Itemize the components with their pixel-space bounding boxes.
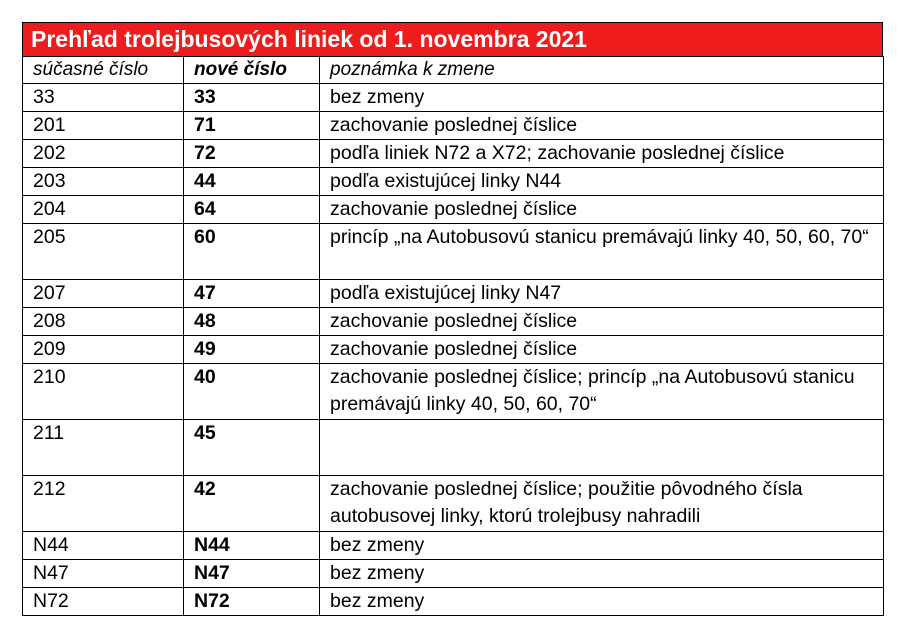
table-row (23, 140, 884, 168)
current-number-cell: 33 (23, 84, 184, 112)
new-number-cell: 71 (184, 112, 320, 140)
table-row (23, 364, 884, 420)
current-number-cell: N72 (23, 588, 184, 616)
current-number-cell: 208 (23, 308, 184, 336)
table-row (23, 168, 884, 196)
table-title: Prehľad trolejbusových liniek od 1. novembra 2021 (22, 22, 883, 56)
table-row (23, 588, 884, 616)
new-number-cell: 60 (184, 224, 320, 280)
change-note-cell: podľa existujúcej linky N44 (320, 168, 884, 196)
table-row (23, 112, 884, 140)
change-note-cell: bez zmeny (320, 588, 884, 616)
current-number-cell: 201 (23, 112, 184, 140)
new-number-cell: 47 (184, 280, 320, 308)
new-number-cell: N72 (184, 588, 320, 616)
change-note-cell: zachovanie poslednej číslice (320, 308, 884, 336)
change-note-cell: princíp „na Autobusovú stanicu premávajú linky 40, 50, 60, 70“ (320, 224, 884, 280)
new-number-cell: 49 (184, 336, 320, 364)
header-new-number: nové číslo (184, 57, 320, 84)
change-note-cell: bez zmeny (320, 560, 884, 588)
new-number-cell: 40 (184, 364, 320, 420)
new-number-cell: N47 (184, 560, 320, 588)
table-row (23, 196, 884, 224)
change-note-cell: podľa liniek N72 a X72; zachovanie poslednej číslice (320, 140, 884, 168)
change-note-cell: zachovanie poslednej číslice (320, 112, 884, 140)
current-number-cell: 210 (23, 364, 184, 420)
table-row (23, 560, 884, 588)
new-number-cell: N44 (184, 532, 320, 560)
current-number-cell: 203 (23, 168, 184, 196)
new-number-cell: 42 (184, 476, 320, 532)
line-change-table (22, 56, 884, 616)
change-note-cell: zachovanie poslednej číslice; použitie pôvodného čísla autobusovej linky, ktorú trolejbusy nahradili (320, 476, 884, 532)
current-number-cell: 211 (23, 420, 184, 476)
current-number-cell: 207 (23, 280, 184, 308)
table-row (23, 280, 884, 308)
header-row (23, 57, 884, 84)
change-note-cell: bez zmeny (320, 84, 884, 112)
line-overview-sheet (22, 22, 883, 616)
table-row (23, 308, 884, 336)
current-number-cell: 205 (23, 224, 184, 280)
change-note-cell: zachovanie poslednej číslice (320, 196, 884, 224)
current-number-cell: 202 (23, 140, 184, 168)
current-number-cell: 204 (23, 196, 184, 224)
new-number-cell: 48 (184, 308, 320, 336)
new-number-cell: 45 (184, 420, 320, 476)
change-note-cell: zachovanie poslednej číslice (320, 336, 884, 364)
table-row (23, 336, 884, 364)
change-note-cell (320, 420, 884, 476)
current-number-cell: N47 (23, 560, 184, 588)
header-change-note: poznámka k zmene (320, 57, 884, 84)
new-number-cell: 33 (184, 84, 320, 112)
current-number-cell: 209 (23, 336, 184, 364)
header-current-number: súčasné číslo (23, 57, 184, 84)
change-note-cell: podľa existujúcej linky N47 (320, 280, 884, 308)
change-note-cell: zachovanie poslednej číslice; princíp „na Autobusovú stanicu premávajú linky 40, 50, 60, 70“ (320, 364, 884, 420)
table-row (23, 84, 884, 112)
table-row (23, 224, 884, 280)
table-row (23, 476, 884, 532)
new-number-cell: 44 (184, 168, 320, 196)
current-number-cell: 212 (23, 476, 184, 532)
table-row (23, 420, 884, 476)
table-row (23, 532, 884, 560)
current-number-cell: N44 (23, 532, 184, 560)
new-number-cell: 72 (184, 140, 320, 168)
change-note-cell: bez zmeny (320, 532, 884, 560)
new-number-cell: 64 (184, 196, 320, 224)
